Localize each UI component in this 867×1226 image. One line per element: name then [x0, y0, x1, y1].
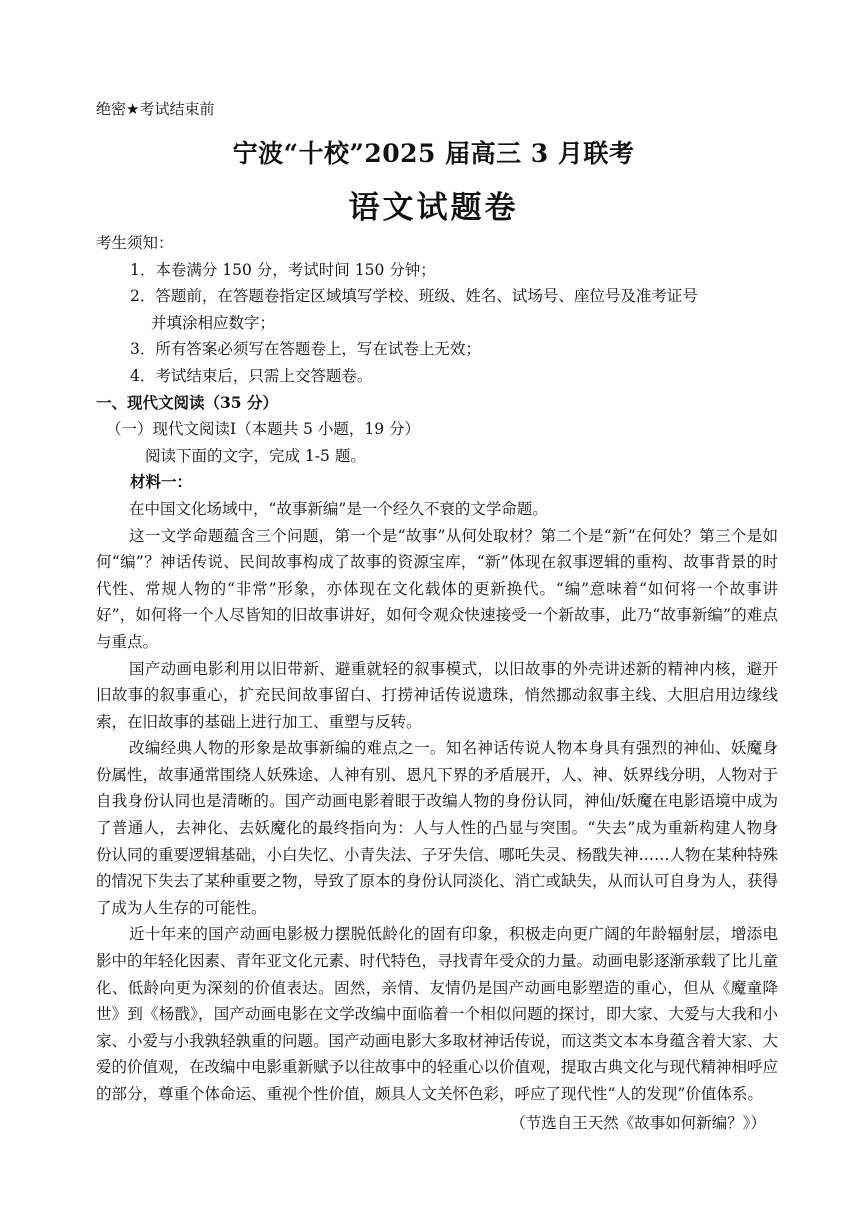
notice-item: 2．答题前，在答题卷指定区域填写学校、班级、姓名、试场号、座位号及准考证号: [130, 287, 698, 306]
notice-item: 1．本卷满分 150 分，考试时间 150 分钟；: [130, 260, 436, 279]
exam-title: 宁波“十校”2025 届高三 3 月联考: [232, 139, 635, 168]
section-heading: 一、现代文阅读（35 分）: [96, 392, 278, 412]
passage-paragraph: 在中国文化场域中，“故事新编”是一个经久不衰的文学命题。: [129, 499, 548, 518]
notice-item: 3．所有答案必须写在答题卷上，写在试卷上无效；: [130, 340, 481, 359]
passage-paragraph: 国产动画电影利用以旧带新、避重就轻的叙事模式，以旧故事的外壳讲述新的精神内核，避开旧故事的叙事重心，扩充民间故事留白、打捞神话传说遗珠，悄然挪动叙事主线、大胆启用边缘线索，在旧故事的基础上进行加工、重塑与反转。: [96, 659, 778, 731]
paper-title: 语文试题卷: [348, 190, 519, 226]
material-label: 材料一：: [130, 472, 193, 492]
notice-heading: 考生须知：: [96, 234, 174, 252]
exam-content: [96, 230, 778, 1136]
passage-paragraph: 改编经典人物的形象是故事新编的难点之一。知名神话传说人物本身具有强烈的神仙、妖魔身份属性，故事通常围绕人妖殊途、人神有别、恩凡下界的矛盾展开，人、神、妖界线分明，人物对于自我身份认同也是清晰的。国产动画电影着眼于改编人物的身份认同，神仙/妖魔在电影语境中成为了普通人，去神化、去妖魔化的最终指向为：人与人性的凸显与突围。“失去”成为重新构建人物身份认同的重要逻辑基础，小白失忆、小青失法、子牙失信、哪吒失灵、杨戬失神……人物在某种特殊的情况下失去了某种重要之物，导致了原本的身份认同淡化、消亡或缺失，从而认可自身为人，获得了成为人生存的可能性。: [96, 739, 779, 917]
source-citation: （节选自王天然《故事如何新编？》）: [510, 1113, 766, 1132]
confidential-label: 绝密★考试结束前: [96, 100, 215, 118]
reading-instruction: 阅读下面的文字，完成 1-5 题。: [145, 446, 366, 465]
passage-paragraph: 近十年来的国产动画电影极力摆脱低龄化的固有印象，积极走向更广阔的年龄辐射层，增添电影中的年轻化因素、青年亚文化元素、时代特色，寻找青年受众的力量。动画电影逐渐承载了比儿童化、低龄向更为深刻的价值表达。固然，亲情、友情仍是国产动画电影塑造的重心，但从《魔童降世》到《杨戬》，国产动画电影在文学改编中面临着一个相似问题的探讨，即大家、大爱与大我和小家、小爱与小我孰轻孰重的问题。国产动画电影大多取材神话传说，而这类文本本身蕴含着大家、大爱的价值观，在改编中电影重新赋予以往故事中的轻重心以价值观，提取古典文化与现代精神相呼应的部分，尊重个体命运、重视个性价值，颇具人文关怀色彩，呼应了现代性“人的发现”价值体系。: [96, 925, 779, 1103]
passage-paragraph: 这一文学命题蕴含三个问题，第一个是“故事”从何处取材？第二个是“新”在何处？第三个是如何“编”？神话传说、民间故事构成了故事的资源宝库，“新”体现在叙事逻辑的重构、故事背景的时代性、常规人物的“非常”形象，亦体现在文化载体的更新换代。“编”意味着“如何将一个故事讲好”，如何将一个人尽皆知的旧故事讲好，如何令观众快速接受一个新故事，此乃“故事新编”的难点与重点。: [96, 526, 778, 651]
notice-item: 4．考试结束后，只需上交答题卷。: [130, 366, 373, 385]
sub-section-heading: （一）现代文阅读Ⅰ（本题共 5 小题，19 分）: [106, 420, 420, 439]
notice-item-continuation: 并填涂相应数字；: [151, 313, 276, 332]
